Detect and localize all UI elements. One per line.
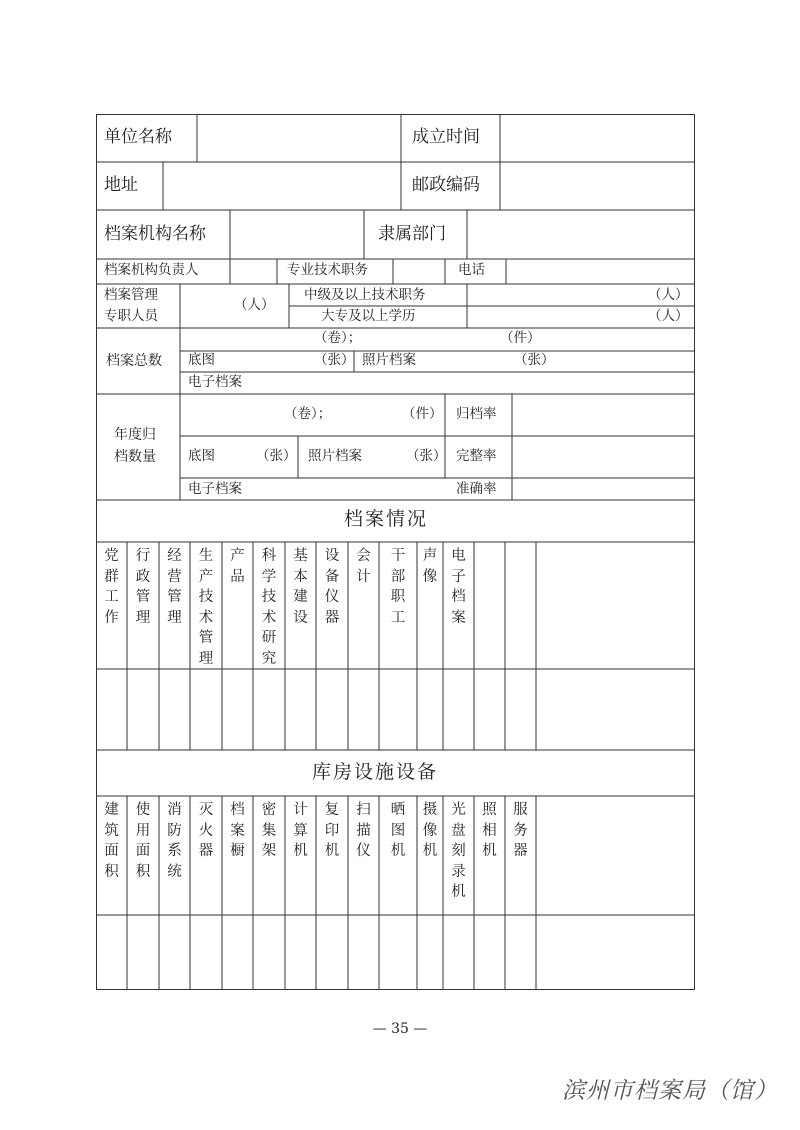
facilities-column-header-14: 服 务 器: [513, 802, 528, 859]
totals-base-map-label: 底图: [188, 352, 215, 368]
facilities-column-header-4: 灭 火 器: [198, 802, 214, 859]
facilities-column-header-3: 消 防 系 统: [167, 802, 182, 880]
totals-electronic-label: 电子档案: [188, 374, 242, 390]
staff-label-line2: 专职人员: [104, 308, 158, 324]
totals-photo-label: 照片档案: [362, 352, 416, 368]
facilities-column-header-11: 摄 像 机: [422, 802, 438, 859]
staff-total-unit: （人）: [234, 297, 275, 313]
archives-column-header-5: 产 品: [230, 548, 245, 585]
totals-volume-unit: （卷）；: [314, 330, 362, 346]
facilities-column-header-10: 晒 图 机: [390, 802, 406, 859]
annual-piece-unit: （件）: [402, 406, 443, 422]
archives-column-header-8: 设 备 仪 器: [324, 548, 340, 626]
facilities-column-header-8: 复 印 机: [324, 802, 340, 859]
archives-column-header-2: 行 政 管 理: [135, 548, 151, 626]
filing-rate-label: 归档率: [456, 406, 497, 422]
facilities-column-header-5: 档 案 橱: [230, 802, 245, 859]
annual-label-line1: 年度归: [114, 427, 156, 443]
archives-column-header-10: 干 部 职 工: [390, 548, 406, 626]
annual-label-line2: 档数量: [114, 449, 156, 465]
archives-column-header-7: 基 本 建 设: [293, 548, 308, 626]
tech-title-label: 专业技术职务: [287, 262, 368, 278]
watermark: 滨州市档案局（馆）: [562, 1078, 778, 1104]
facilities-column-header-12: 光 盘 刻 录 机: [451, 802, 466, 900]
totals-piece-unit: （件）: [500, 330, 541, 346]
facilities-column-header-2: 使 用 面 积: [135, 802, 151, 880]
facilities-section-title: 库房设施设备: [312, 761, 439, 783]
accuracy-label: 准确率: [456, 481, 497, 497]
registration-form-table: [96, 114, 695, 990]
page-number: — 35 —: [372, 1021, 428, 1037]
archives-column-header-1: 党 群 工 作: [104, 548, 119, 626]
affiliated-dept-label: 隶属部门: [378, 224, 446, 244]
completeness-label: 完整率: [456, 448, 497, 464]
postcode-label: 邮政编码: [412, 175, 480, 195]
archives-column-header-6: 科 学 技 术 研 究: [261, 548, 277, 667]
archives-column-header-12: 电 子 档 案: [451, 548, 466, 626]
archive-org-name-label: 档案机构名称: [104, 224, 206, 244]
college-unit: （人）: [648, 308, 689, 324]
mid-tech-label: 中级及以上技术职务: [304, 287, 426, 303]
totals-base-map-unit: （张）: [314, 352, 355, 368]
facilities-column-header-9: 扫 描 仪: [356, 802, 371, 859]
archives-column-header-3: 经 营 管 理: [167, 548, 182, 626]
established-label: 成立时间: [412, 127, 480, 147]
unit-name-label: 单位名称: [104, 127, 172, 147]
facilities-column-header-6: 密 集 架: [261, 802, 277, 859]
totals-photo-unit: （张）: [514, 352, 555, 368]
college-label: 大专及以上学历: [321, 308, 416, 324]
archives-column-header-11: 声 像: [422, 548, 438, 585]
annual-base-map-unit: （张）: [256, 448, 297, 464]
annual-electronic-label: 电子档案: [188, 481, 242, 497]
facilities-column-header-1: 建 筑 面 积: [104, 802, 119, 880]
phone-label: 电话: [458, 262, 485, 278]
totals-label: 档案总数: [106, 353, 162, 369]
annual-volume-unit: （卷）；: [284, 406, 332, 422]
archives-section-title: 档案情况: [344, 508, 429, 530]
annual-photo-label: 照片档案: [308, 448, 362, 464]
facilities-column-header-13: 照 相 机: [482, 802, 497, 859]
facilities-column-header-7: 计 算 机: [293, 802, 308, 859]
mid-tech-unit: （人）: [648, 287, 689, 303]
org-head-label: 档案机构负责人: [104, 262, 199, 278]
annual-base-map-label: 底图: [188, 448, 215, 464]
staff-label-line1: 档案管理: [104, 287, 158, 303]
archives-column-header-4: 生 产 技 术 管 理: [198, 548, 214, 667]
address-label: 地址: [104, 175, 138, 195]
annual-photo-unit: （张）: [406, 448, 447, 464]
archives-column-header-9: 会 计: [356, 548, 371, 585]
